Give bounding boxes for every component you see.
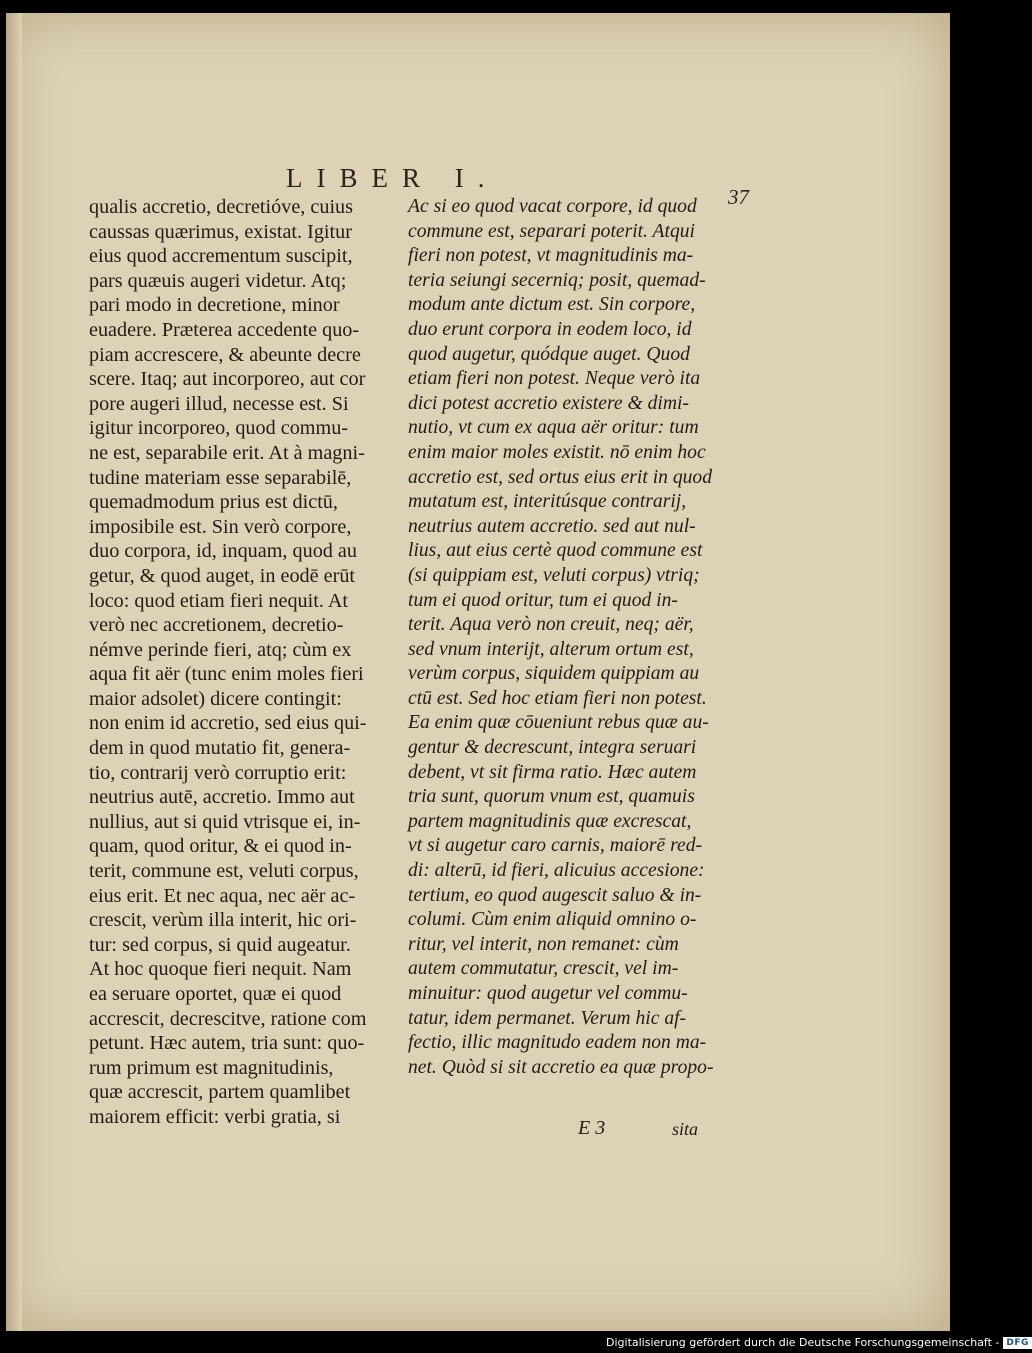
right-column-line: tertium, eo quod augescit saluo & in- bbox=[408, 884, 702, 906]
left-column-line: non enim id accretio, sed eius qui- bbox=[89, 712, 367, 735]
left-column-line: némve perinde fieri, atq; cùm ex bbox=[89, 638, 352, 661]
left-column-line: maior adsolet) dicere contingit: bbox=[89, 687, 342, 710]
right-column-line: accretio est, sed ortus eius erit in quod bbox=[408, 466, 713, 488]
left-column-line: At hoc quoque fieri nequit. Nam bbox=[89, 958, 352, 981]
right-column-line: tria sunt, quorum vnum est, quamuis bbox=[408, 786, 695, 808]
right-column-line: teria seiungi secerniq; posit, quemad- bbox=[408, 269, 706, 291]
right-column-line: fectio, illic magnitudo eadem non ma- bbox=[408, 1032, 707, 1054]
left-column-line: nullius, aut si quid vtrisque ei, in- bbox=[89, 810, 361, 833]
page-number: 37 bbox=[728, 185, 749, 209]
left-column-line: pars quæuis augeri videtur. Atq; bbox=[89, 269, 347, 292]
right-column-line: debent, vt sit firma ratio. Hæc autem bbox=[408, 761, 697, 783]
right-column-line: commune est, separari poterit. Atqui bbox=[408, 220, 695, 242]
left-column-line: accrescit, decrescitve, ratione com bbox=[89, 1007, 367, 1030]
right-column-line: ritur, vel interit, non remanet: cùm bbox=[408, 933, 679, 955]
left-column-line: pari modo in decretione, minor bbox=[89, 294, 340, 317]
left-column-line: imposibile est. Sin verò corpore, bbox=[89, 515, 352, 538]
right-column-line: enim maior moles existit. nō enim hoc bbox=[408, 441, 706, 463]
left-column-line: neutrius autē, accretio. Immo aut bbox=[89, 786, 355, 809]
book-page bbox=[6, 13, 950, 1331]
right-column-line: verùm corpus, siquidem quippiam au bbox=[408, 663, 700, 685]
right-column-line: quod augetur, quódque auget. Quod bbox=[408, 343, 690, 365]
right-column-line: duo erunt corpora in eodem loco, id bbox=[408, 318, 692, 340]
left-column-line: pore augeri illud, necesse est. Si bbox=[89, 392, 349, 415]
right-column-line: Ac si eo quod vacat corpore, id quod bbox=[408, 196, 697, 217]
right-column-line: lius, aut eius certè quod commune est bbox=[408, 540, 703, 562]
left-column-line: quemadmodum prius est dictū, bbox=[89, 491, 338, 514]
right-column-line: gentur & decrescunt, integra seruari bbox=[408, 737, 697, 759]
right-column-line: tatur, idem permanet. Verum hic af- bbox=[408, 1007, 687, 1029]
right-column-line: dici potest accretio existere & dimi- bbox=[408, 392, 689, 414]
dfg-logo-icon: DFG bbox=[1003, 1337, 1032, 1349]
left-column-line: eius erit. Et nec aqua, nec aër ac- bbox=[89, 884, 356, 907]
left-column-line: caussas quærimus, existat. Igitur bbox=[89, 220, 352, 243]
left-column-text bbox=[89, 195, 407, 1130]
funding-credit bbox=[606, 1334, 1032, 1351]
left-column-line: dem in quod mutatio fit, genera- bbox=[89, 737, 351, 760]
right-column-line: fieri non potest, vt magnitudinis ma- bbox=[408, 245, 694, 267]
left-column-line: eius quod accrementum suscipit, bbox=[89, 245, 353, 268]
right-column-line: tum ei quod oritur, tum ei quod in- bbox=[408, 589, 678, 611]
right-column-line: di: alterū, id fieri, alicuius accesione: bbox=[408, 860, 705, 882]
right-column-line: sed vnum interijt, alterum ortum est, bbox=[408, 638, 694, 660]
left-column-line: euadere. Præterea accedente quo- bbox=[89, 318, 360, 341]
right-column-line: neutrius autem accretio. sed aut nul- bbox=[408, 515, 696, 537]
right-column-line: etiam fieri non potest. Neque verò ita bbox=[408, 368, 701, 390]
left-column-line: aqua fit aër (tunc enim moles fieri bbox=[89, 663, 364, 686]
right-column-line: vt si augetur caro carnis, maiorē red- bbox=[408, 835, 703, 857]
left-column-line: scere. Itaq; aut incorporeo, aut cor bbox=[89, 368, 366, 391]
page-binding-edge bbox=[6, 13, 22, 1331]
left-column-line: quam, quod oritur, & ei quod in- bbox=[89, 835, 352, 858]
right-column-line: terit. Aqua verò non creuit, neq; aër, bbox=[408, 614, 694, 636]
right-column-line: nutio, vt cum ex aqua aër oritur: tum bbox=[408, 417, 699, 439]
left-column-line: tur: sed corpus, si quid augeatur. bbox=[89, 933, 351, 956]
left-column-line: tudine materiam esse separabilē, bbox=[89, 466, 352, 489]
left-column-line: tio, contrarij verò corruptio erit: bbox=[89, 761, 347, 784]
right-column-line: (si quippiam est, veluti corpus) vtriq; bbox=[408, 564, 700, 586]
left-column-line: petunt. Hæc autem, tria sunt: quo- bbox=[89, 1032, 365, 1055]
right-column-line: partem magnitudinis quæ excrescat, bbox=[408, 810, 692, 832]
right-column-line: ctū est. Sed hoc etiam fieri non potest. bbox=[408, 687, 707, 709]
catchword: sita bbox=[672, 1119, 699, 1139]
signature-mark: E 3 bbox=[578, 1117, 606, 1139]
left-column-line: terit, commune est, veluti corpus, bbox=[89, 860, 359, 883]
running-head: LIBER I. bbox=[286, 163, 499, 193]
left-column-line: duo corpora, id, inquam, quod au bbox=[89, 540, 357, 563]
funding-credit-text: Digitalisierung gefördert durch die Deutsche Forschungsgemeinschaft - bbox=[606, 1336, 1000, 1349]
right-column-text bbox=[408, 195, 753, 1080]
left-column-line: quæ accrescit, partem quamlibet bbox=[89, 1081, 351, 1104]
left-column-line: qualis accretio, decretióve, cuius bbox=[89, 196, 354, 218]
right-column-line: autem commutatur, crescit, vel im- bbox=[408, 958, 679, 980]
left-column-line: getur, & quod auget, in eodē erūt bbox=[89, 564, 356, 587]
left-column-line: ne est, separabile erit. At à magni- bbox=[89, 441, 365, 464]
left-column-line: rum primum est magnitudinis, bbox=[89, 1056, 334, 1079]
right-column-line: modum ante dictum est. Sin corpore, bbox=[408, 294, 696, 316]
left-column-line: igitur incorporeo, quod commu- bbox=[89, 417, 349, 440]
left-column-line: piam accrescere, & abeunte decre bbox=[89, 343, 361, 366]
left-column-line: crescit, verùm illa interit, hic ori- bbox=[89, 909, 357, 932]
left-column-line: loco: quod etiam fieri nequit. At bbox=[89, 589, 349, 612]
right-column-line: mutatum est, interitúsque contrarij, bbox=[408, 491, 687, 513]
left-column-line: maiorem efficit: verbi gratia, si bbox=[89, 1105, 341, 1128]
right-column-line: columi. Cùm enim aliquid omnino o- bbox=[408, 909, 697, 931]
left-column-line: verò nec accretionem, decretio- bbox=[89, 614, 344, 637]
right-column-line: minuitur: quod augetur vel commu- bbox=[408, 983, 688, 1004]
right-column-line: net. Quòd si sit accretio ea quæ propo- bbox=[408, 1056, 714, 1078]
left-column-line: ea seruare oportet, quæ ei quod bbox=[89, 983, 342, 1005]
right-column-line: Ea enim quæ cōueniunt rebus quæ au- bbox=[408, 712, 709, 734]
